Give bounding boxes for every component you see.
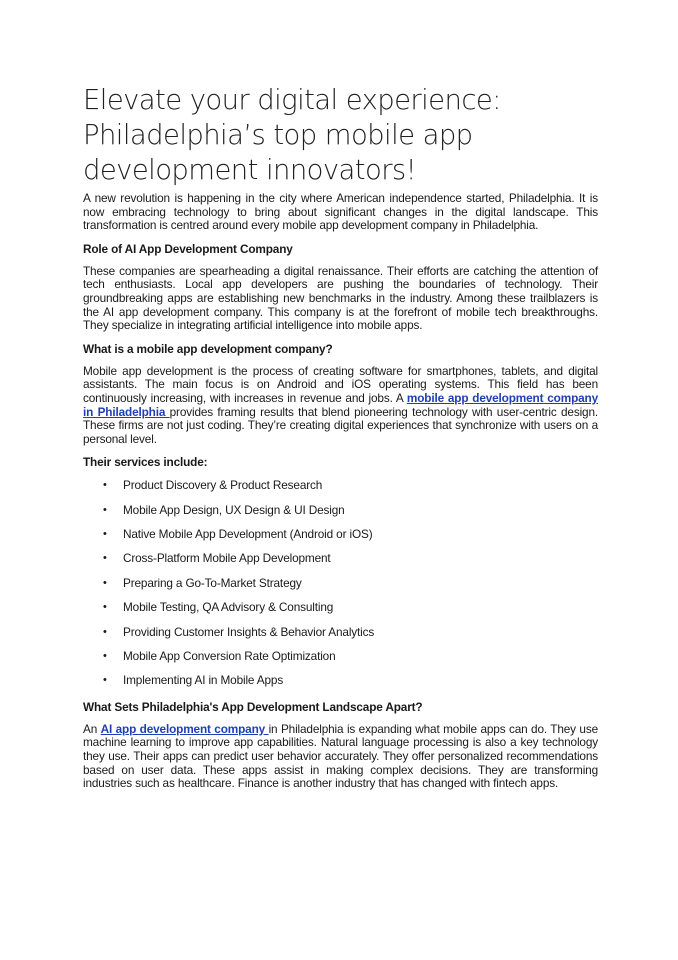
- section-body-landscape: [83, 723, 598, 791]
- section-body-what-is: [83, 365, 598, 447]
- bullet-icon: •: [103, 601, 107, 614]
- list-item: [103, 600, 598, 624]
- bullet-icon: •: [103, 479, 107, 492]
- mobile-app-company-link[interactable]: mobile app development company in Philadelphia: [83, 390, 598, 419]
- bullet-icon: •: [103, 528, 107, 541]
- text-span: in Philadelphia is expanding what mobile apps can do. They use machine learning to improve app capabilities. Natural language processing is also a key technology they use. Their apps can predict user behavior accurately. They offer personalized recommendations based on user data. These apps assist in making complex decisions. They are transforming industries such as healthcare. Finance is another industry that has changed with fintech apps.: [83, 721, 598, 791]
- list-item-label: Mobile Testing, QA Advisory & Consulting: [123, 600, 334, 615]
- list-item-label: Mobile App Conversion Rate Optimization: [123, 649, 336, 664]
- section-heading-role: Role of AI App Development Company: [83, 241, 293, 256]
- section-heading-what-is: What is a mobile app development company?: [83, 341, 333, 356]
- list-item: [103, 527, 598, 551]
- services-list: [83, 478, 598, 698]
- text-span: Mobile app development is the process of creating software for smartphones, tablets, and digital assistants. The main focus is on Android and iOS operating systems. This field has been continuously increasing, with increases in revenue and jobs. A: [83, 363, 598, 405]
- bullet-icon: •: [103, 576, 107, 589]
- list-item-label: Implementing AI in Mobile Apps: [123, 673, 284, 688]
- list-item: [103, 576, 598, 600]
- list-item: [103, 625, 598, 649]
- list-item-label: Native Mobile App Development (Android or iOS): [123, 527, 373, 542]
- page-title: Elevate your digital experience: Philadelphia’s top mobile app development innovators!: [83, 84, 501, 186]
- section-heading-landscape: What Sets Philadelphia's App Development Landscape Apart?: [83, 699, 423, 714]
- list-item-label: Cross-Platform Mobile App Development: [123, 551, 331, 566]
- bullet-icon: •: [103, 625, 107, 638]
- section-heading-services: Their services include:: [83, 455, 208, 470]
- text-span: An: [83, 721, 101, 736]
- list-item: [103, 649, 598, 673]
- list-item: [103, 503, 598, 527]
- list-item: [103, 478, 598, 502]
- list-item: [103, 673, 598, 697]
- intro-paragraph: A new revolution is happening in the city where American independence started, Philadelphia. It is now embracing technology to bring about significant changes in the digital landscape. This transformation is centred around every mobile app development company in Philadelphia.: [83, 191, 598, 233]
- bullet-icon: •: [103, 650, 107, 663]
- ai-app-company-link[interactable]: AI app development company: [100, 721, 269, 736]
- bullet-icon: •: [103, 552, 107, 565]
- list-item-label: Preparing a Go-To-Market Strategy: [123, 575, 302, 590]
- list-item-label: Product Discovery & Product Research: [123, 478, 323, 493]
- list-item-label: Mobile App Design, UX Design & UI Design: [123, 502, 345, 517]
- list-item-label: Providing Customer Insights & Behavior Analytics: [123, 624, 375, 639]
- text-span: provides framing results that blend pioneering technology with user-centric design. These firms are not just coding. They’re creating digital experiences that synchronize with users on a personal level.: [83, 404, 599, 446]
- bullet-icon: •: [103, 503, 107, 516]
- section-body-role: These companies are spearheading a digital renaissance. Their efforts are catching the attention of tech enthusiasts. Local app developers are pushing the boundaries of technology. Their groundbreaking apps are establishing new benchmarks in the industry. Among these trailblazers is the AI app development company. This company is at the forefront of mobile tech breakthroughs. They specialize in integrating artificial intelligence into mobile apps.: [83, 263, 598, 333]
- bullet-icon: •: [103, 674, 107, 687]
- list-item: [103, 551, 598, 575]
- document-content: [83, 83, 598, 791]
